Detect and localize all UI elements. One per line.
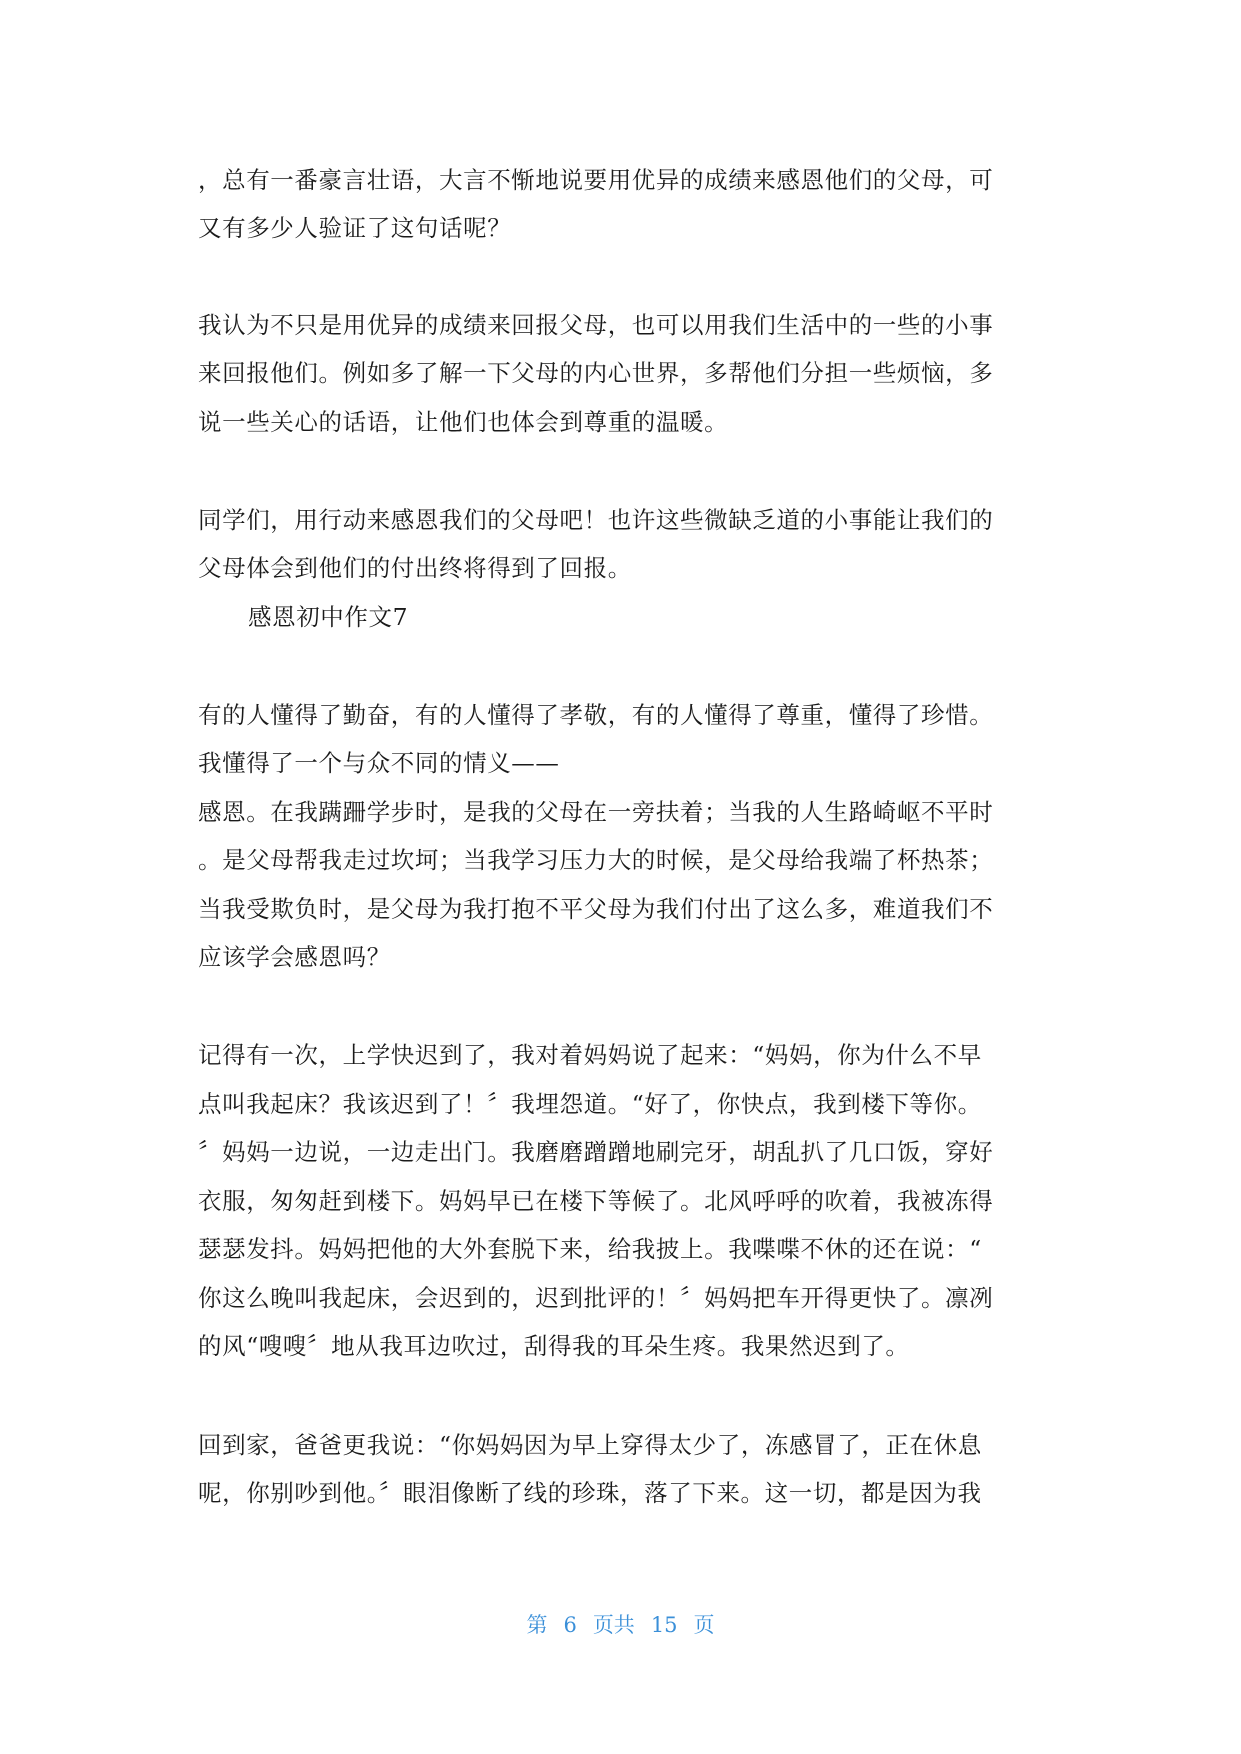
text-line: 应该学会感恩吗？ xyxy=(198,943,391,971)
footer-current-page: 6 xyxy=(563,1613,577,1637)
footer-prefix: 第 xyxy=(526,1613,548,1637)
text-line: 衣服，匆匆赶到楼下。妈妈早已在楼下等候了。北风呼呼的吹着，我被冻得 xyxy=(198,1187,994,1215)
text-line: 有的人懂得了勤奋，有的人懂得了孝敬，有的人懂得了尊重，懂得了珍惜。 xyxy=(198,701,994,729)
text-line: 我认为不只是用优异的成绩来回报父母，也可以用我们生活中的一些的小事 xyxy=(198,311,994,339)
text-line: 记得有一次，上学快迟到了，我对着妈妈说了起来：“妈妈，你为什么不早 xyxy=(198,1041,982,1069)
text-line: 同学们，用行动来感恩我们的父母吧！也许这些微缺乏道的小事能让我们的 xyxy=(198,506,994,534)
text-line: 说一些关心的话语，让他们也体会到尊重的温暖。 xyxy=(198,408,729,436)
text-line: 来回报他们。例如多了解一下父母的内心世界，多帮他们分担一些烦恼，多 xyxy=(198,359,994,387)
text-line: 。是父母帮我走过坎坷；当我学习压力大的时候，是父母给我端了杯热茶； xyxy=(198,846,994,874)
text-line: 〞妈妈一边说，一边走出门。我磨磨蹭蹭地刷完牙，胡乱扒了几口饭，穿好 xyxy=(198,1138,994,1166)
section-heading: 感恩初中作文7 xyxy=(248,603,409,631)
text-line: 感恩。在我蹒跚学步时，是我的父母在一旁扶着；当我的人生路崎岖不平时 xyxy=(198,798,994,826)
text-line: 父母体会到他们的付出终将得到了回报。 xyxy=(198,554,632,582)
text-line: ，总有一番豪言壮语，大言不惭地说要用优异的成绩来感恩他们的父母，可 xyxy=(198,166,994,194)
footer-total-pages: 15 xyxy=(650,1613,678,1637)
footer-suffix: 页 xyxy=(693,1613,715,1637)
text-line: 点叫我起床？我该迟到了！〞我埋怨道。“好了，你快点，我到楼下等你。 xyxy=(198,1090,982,1118)
text-line: 瑟瑟发抖。妈妈把他的大外套脱下来，给我披上。我喋喋不休的还在说：“ xyxy=(198,1235,982,1263)
text-line: 又有多少人验证了这句话呢？ xyxy=(198,214,512,242)
footer-middle: 页共 xyxy=(592,1613,635,1637)
page-footer xyxy=(0,1611,1241,1639)
text-line: 回到家，爸爸更我说：“你妈妈因为早上穿得太少了，冻感冒了，正在休息 xyxy=(198,1431,982,1459)
text-line: 呢，你别吵到他。〞眼泪像断了线的珍珠，落了下来。这一切，都是因为我 xyxy=(198,1479,982,1507)
text-line: 的风“嗖嗖〞地从我耳边吹过，刮得我的耳朵生疼。我果然迟到了。 xyxy=(198,1332,910,1360)
text-line: 我懂得了一个与众不同的情义—— xyxy=(198,749,560,777)
text-line: 当我受欺负时，是父母为我打抱不平父母为我们付出了这么多，难道我们不 xyxy=(198,895,994,923)
text-line: 你这么晚叫我起床，会迟到的，迟到批评的！〞妈妈把车开得更快了。凛冽 xyxy=(198,1284,994,1312)
